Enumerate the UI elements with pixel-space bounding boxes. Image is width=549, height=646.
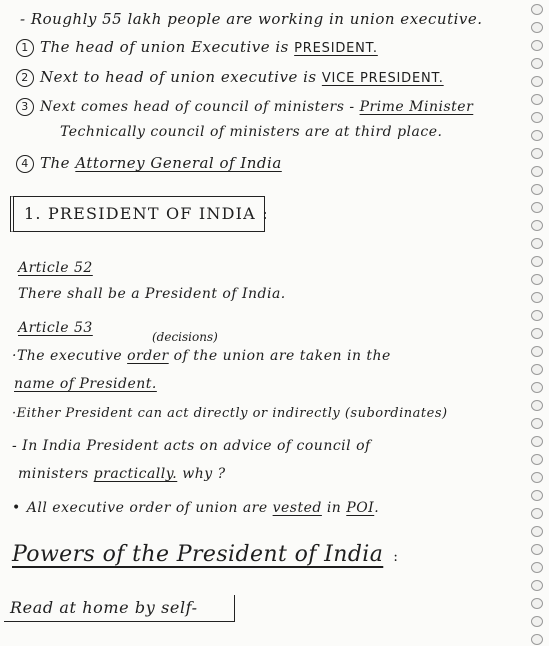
binding-ring-icon [531,292,543,303]
binding-ring-icon [531,472,543,483]
binding-ring-icon [531,238,543,249]
binding-ring-icon [531,130,543,141]
text-part: All executive order of union are [26,500,273,516]
list-marker: 1 [16,39,34,57]
article-52-text: There shall be a President of India. [18,286,286,302]
binding-ring-icon [531,4,543,15]
binding-ring-icon [531,112,543,123]
decisions-annotation: (decisions) [152,330,218,344]
binding-ring-icon [531,184,543,195]
binding-ring-icon [531,76,543,87]
read-note: Read at home by self- [10,598,198,617]
binding-ring-icon [531,328,543,339]
binding-ring-icon [531,454,543,465]
list-item-1 [16,38,378,57]
practically-underlined: practically. [93,466,178,482]
binding-ring-icon [531,22,543,33]
highlight-text: VICE PRESIDENT. [321,71,444,86]
binding-ring-icon [531,490,543,501]
article-53-line-6 [12,500,379,516]
list-item-3 [16,98,473,116]
article-53-line-1 [12,348,391,364]
list-item-4 [16,154,282,173]
article-53-line-5 [18,466,226,482]
text-part: ministers [18,466,94,482]
list-item-2 [16,68,444,87]
section-title: 1. PRESIDENT OF INDIA : [24,204,269,223]
order-underlined: order [127,348,169,364]
list-item-3-continuation: Technically council of ministers are at third place. [60,124,443,140]
article-53-line-4: - In India President acts on advice of council of [12,438,371,454]
poi-underlined: POI [346,500,375,516]
text-part: why ? [177,466,226,482]
article-53-heading: Article 53 [18,320,93,336]
binding-ring-icon [531,634,543,645]
binding-ring-icon [531,346,543,357]
binding-ring-icon [531,310,543,321]
binding-ring-icon [531,526,543,537]
list-item-text: The head of union Executive is [40,38,295,56]
binding-ring-icon [531,544,543,555]
intro-line: - Roughly 55 lakh people are working in union executive. [20,10,483,28]
list-marker: 4 [16,155,34,173]
powers-title: Powers of the President of India [12,542,384,567]
binding-ring-icon [531,202,543,213]
text-part: ·The executive [12,348,128,364]
binding-ring-icon [531,58,543,69]
highlight-text: Prime Minister [359,99,474,115]
text-part: . [374,500,380,516]
vested-underlined: vested [272,500,322,516]
article-52-heading: Article 52 [18,260,93,276]
highlight-text: Attorney General of India [75,154,282,172]
binding-ring-icon [531,94,543,105]
powers-colon: : [393,549,399,565]
list-item-text: The [40,154,76,172]
binding-ring-icon [531,562,543,573]
highlight-text: PRESIDENT. [294,41,378,56]
binding-ring-icon [531,508,543,519]
powers-heading [12,542,398,567]
binding-ring-icon [531,256,543,267]
binding-ring-icon [531,148,543,159]
binding-ring-icon [531,418,543,429]
binding-ring-icon [531,616,543,627]
read-note-box [4,595,235,622]
binding-ring-icon [531,40,543,51]
binding-ring-icon [531,400,543,411]
bullet-icon: • [12,500,21,516]
list-item-text: Next to head of union executive is [40,68,322,86]
binding-ring-icon [531,364,543,375]
binding-ring-icon [531,598,543,609]
text-part: in [321,500,347,516]
text-part: of the union are taken in the [168,348,391,364]
list-item-text: Next comes head of council of ministers - [40,99,360,115]
article-53-line-3: ·Either President can act directly or indirectly (subordinates) [12,406,448,421]
binding-ring-icon [531,220,543,231]
list-marker: 2 [16,69,34,87]
list-marker: 3 [16,98,34,116]
binding-ring-icon [531,166,543,177]
article-53-line-2: name of President. [14,376,157,392]
binding-ring-icon [531,580,543,591]
section-title-box [10,196,269,232]
binding-ring-icon [531,382,543,393]
binding-ring-icon [531,274,543,285]
notebook-binding [529,0,545,646]
binding-ring-icon [531,436,543,447]
